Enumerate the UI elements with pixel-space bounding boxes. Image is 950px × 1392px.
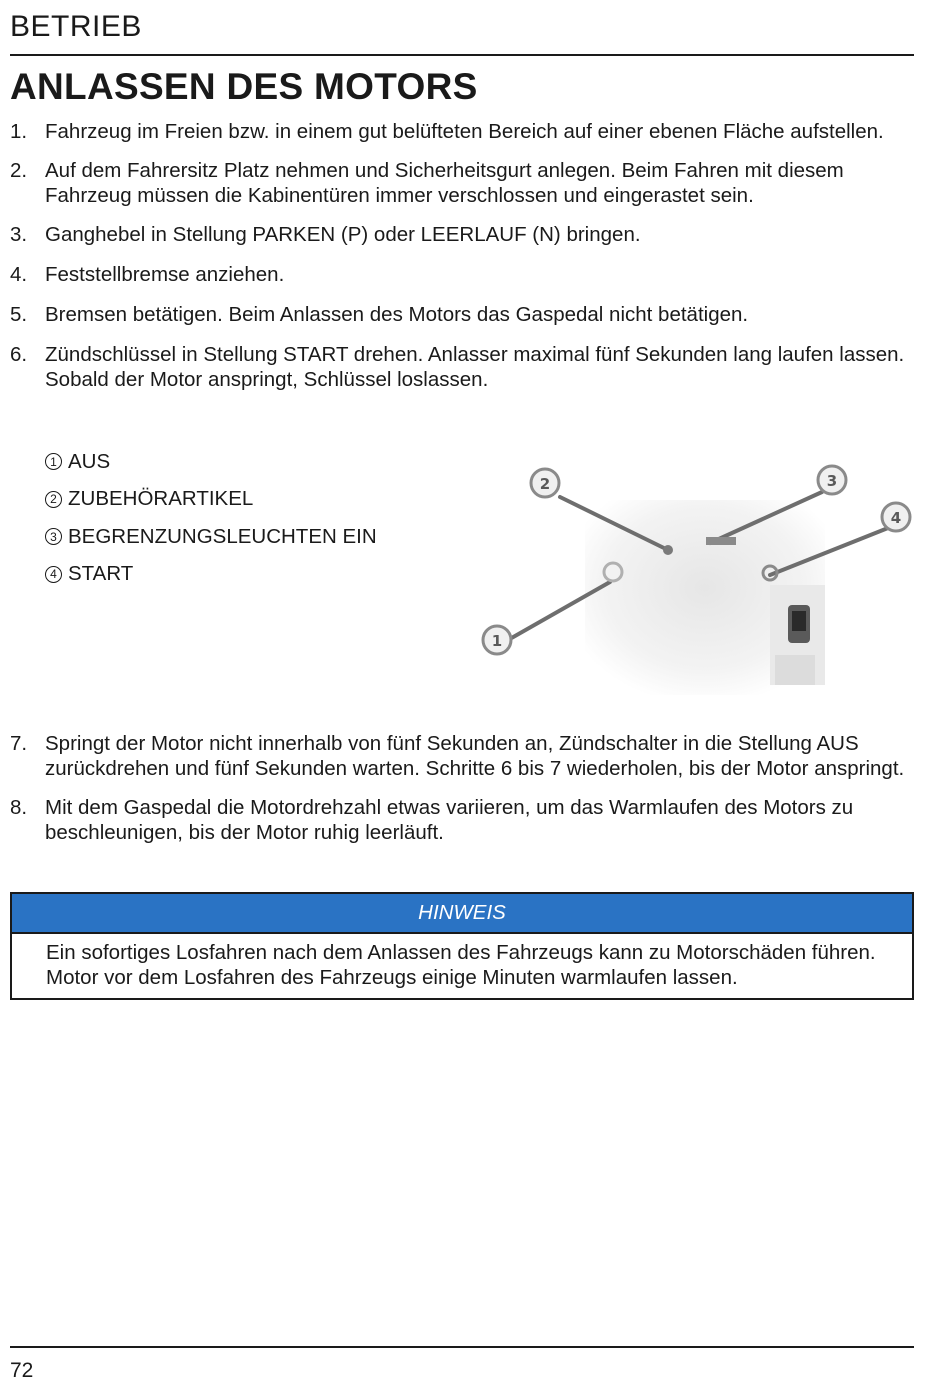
step-item xyxy=(10,302,914,327)
notice-box xyxy=(10,892,914,1000)
number-marker: 4 xyxy=(45,566,62,583)
callout-number: 4 xyxy=(890,509,902,527)
step-text: Ganghebel in Stellung PARKEN (P) oder LEERLAUF (N) bringen. xyxy=(45,223,641,246)
step-text: Mit dem Gaspedal die Motordrehzahl etwas variieren, um das Warmlaufen des Motors zu beschleunigen, bis der Motor ruhig leerläuft. xyxy=(45,796,854,844)
step-number: 2. xyxy=(10,159,28,182)
callout-1 xyxy=(483,626,511,654)
step-number: 1. xyxy=(10,120,28,143)
notice-text: Ein sofortiges Losfahren nach dem Anlassen des Fahrzeugs kann zu Motorschäden führen. Motor vor dem Losfahren des Fahrzeugs einige Minuten warmlaufen lassen. xyxy=(46,941,876,989)
callout-number: 2 xyxy=(539,475,551,493)
section-header: BETRIEB xyxy=(10,10,142,43)
legend-item xyxy=(45,556,377,594)
ignition-legend xyxy=(45,443,377,593)
callout-2 xyxy=(531,469,559,497)
ignition-switch-drawing xyxy=(470,455,920,700)
number-marker: 1 xyxy=(45,453,62,470)
footer-rule xyxy=(10,1346,914,1348)
steps-list-bottom xyxy=(10,731,914,845)
step-text: Springt der Motor nicht innerhalb von fünf Sekunden an, Zündschalter in die Stellung AUS zurückdrehen und fünf Sekunden warten. Schritte 6 bis 7 wiederholen, bis der Motor anspringt. xyxy=(45,732,905,780)
steps-list-top xyxy=(10,119,914,392)
step-item xyxy=(10,342,914,392)
step-number: 6. xyxy=(10,343,28,366)
step-number: 8. xyxy=(10,796,28,819)
step-text: Auf dem Fahrersitz Platz nehmen und Sicherheitsgurt anlegen. Beim Fahren mit diesem Fahrzeug müssen die Kabinentüren immer verschlossen und eingerastet sein. xyxy=(45,159,844,207)
page-title: ANLASSEN DES MOTORS xyxy=(10,66,478,107)
step-item xyxy=(10,222,914,247)
step-number: 3. xyxy=(10,223,28,246)
callout-number: 3 xyxy=(826,472,838,490)
legend-label: START xyxy=(68,562,134,586)
ignition-switch-illustration xyxy=(470,455,920,700)
switch-panel xyxy=(585,500,825,695)
page-number: 72 xyxy=(10,1359,34,1382)
step-text: Fahrzeug im Freien bzw. in einem gut belüfteten Bereich auf einer ebenen Fläche aufstellen. xyxy=(45,120,884,143)
step-number: 4. xyxy=(10,263,28,286)
step-number: 7. xyxy=(10,732,28,755)
step-item xyxy=(10,119,914,144)
step-item xyxy=(10,795,914,845)
notice-heading: HINWEIS xyxy=(12,894,912,934)
number-marker: 3 xyxy=(45,528,62,545)
callout-number: 1 xyxy=(491,632,503,650)
step-item xyxy=(10,262,914,287)
legend-label: ZUBEHÖRARTIKEL xyxy=(68,487,254,511)
legend-item xyxy=(45,443,377,481)
callout-4 xyxy=(882,503,910,531)
number-marker: 2 xyxy=(45,491,62,508)
key-slot xyxy=(788,605,810,643)
legend-item xyxy=(45,518,377,556)
header-rule xyxy=(10,54,914,56)
legend-label: AUS xyxy=(68,449,111,473)
step-number: 5. xyxy=(10,303,28,326)
legend-label: BEGRENZUNGSLEUCHTEN EIN xyxy=(68,524,377,548)
callout-3 xyxy=(818,466,846,494)
legend-item xyxy=(45,481,377,519)
step-text: Zündschlüssel in Stellung START drehen. Anlasser maximal fünf Sekunden lang laufen lassen. Sobald der Motor anspringt, Schlüssel loslassen. xyxy=(45,343,905,391)
step-item xyxy=(10,158,914,208)
step-item xyxy=(10,731,914,781)
step-text: Bremsen betätigen. Beim Anlassen des Motors das Gaspedal nicht betätigen. xyxy=(45,303,749,326)
step-text: Feststellbremse anziehen. xyxy=(45,263,285,286)
